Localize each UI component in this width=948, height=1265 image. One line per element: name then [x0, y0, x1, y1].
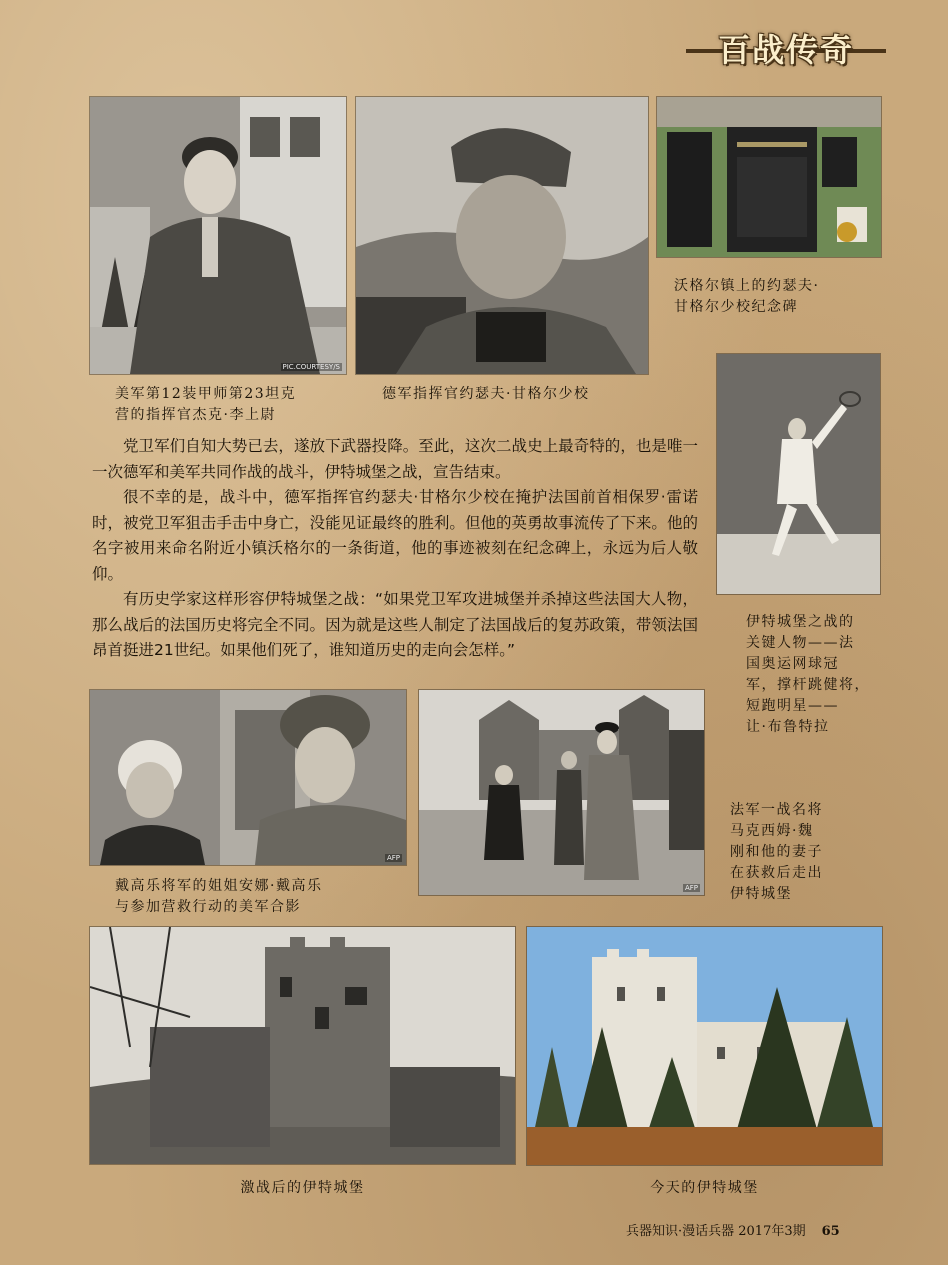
photo-credit: PIC.COURTESY/S [282, 363, 340, 371]
photo-borotra-image [717, 354, 880, 594]
caption-castle-after-battle [90, 1178, 515, 1199]
photo-josef-gangl-image [356, 97, 648, 374]
photo-castle-after-battle-image [90, 927, 515, 1164]
caption-jack-lee [115, 384, 365, 426]
photo-weygand [419, 690, 704, 895]
caption-line: 今天的伊特城堡 [650, 1180, 759, 1196]
caption-castle-today [527, 1178, 882, 1199]
publication-name: 兵器知识·漫话兵器 2017年3期 [626, 1224, 806, 1239]
caption-line: 法军一战名将 [730, 802, 823, 818]
photo-jack-lee [90, 97, 346, 374]
caption-line: 马克西姆·魏 [730, 823, 814, 839]
caption-line: 国奥运网球冠 [746, 656, 839, 672]
article-paragraph: 很不幸的是，战斗中，德军指挥官约瑟夫·甘格尔少校在掩护法国前首相保罗·雷诺时，被党卫军狙击手击中身亡，没能见证最终的胜利。但他的英勇故事流传了下来。他的名字被用来命名附近小镇沃格尔的一条街道，他的事迹被刻在纪念碑上，永远为后人敬仰。 [92, 488, 698, 583]
photo-cailliau [90, 690, 406, 865]
photo-castle-today-image [527, 927, 882, 1165]
caption-line: 刚和他的妻子 [730, 844, 823, 860]
section-logo-text: 百战传奇 [717, 31, 854, 69]
caption-borotra [746, 612, 886, 738]
page-footer [626, 1222, 888, 1242]
caption-line: 沃格尔镇上的约瑟夫· [674, 278, 820, 294]
photo-weygand-image [419, 690, 704, 895]
caption-line: 在获救后走出 [730, 865, 823, 881]
photo-jack-lee-image [90, 97, 346, 374]
caption-line: 伊特城堡 [730, 886, 792, 902]
caption-line: 美军第12装甲师第23坦克 [115, 386, 297, 402]
caption-line: 伊特城堡之战的 [746, 614, 855, 630]
photo-memorial [657, 97, 881, 257]
article-body [92, 434, 698, 664]
caption-line: 关键人物——法 [746, 635, 855, 651]
caption-line: 德军指挥官约瑟夫·甘格尔少校 [382, 386, 590, 402]
caption-josef-gangl [382, 384, 652, 405]
caption-memorial [674, 276, 894, 318]
photo-credit: AFP [386, 854, 400, 862]
article-paragraph: 党卫军们自知大势已去，遂放下武器投降。至此，这次二战史上最奇特的，也是唯一一次德军和美军共同作战的战斗，伊特城堡之战，宣告结束。 [92, 437, 698, 481]
photo-credit: AFP [684, 884, 698, 892]
caption-line: 与参加营救行动的美军合影 [115, 899, 301, 915]
article-paragraph: 有历史学家这样形容伊特城堡之战：“如果党卫军攻进城堡并杀掉这些法国大人物，那么战后的法国历史将完全不同。因为就是这些人制定了法国战后的复苏政策，带领法国昂首挺进21世纪。如果他们死了，谁知道历史的走向会怎样。” [92, 590, 698, 659]
caption-weygand [730, 800, 870, 905]
caption-cailliau [115, 876, 415, 918]
caption-line: 激战后的伊特城堡 [240, 1180, 365, 1196]
photo-cailliau-image [90, 690, 406, 865]
caption-line: 让·布鲁特拉 [746, 719, 830, 735]
caption-line: 短跑明星—— [746, 698, 839, 714]
caption-line: 甘格尔少校纪念碑 [674, 299, 798, 315]
photo-castle-today [527, 927, 882, 1165]
page-number: 65 [821, 1224, 840, 1239]
photo-memorial-image [657, 97, 881, 257]
caption-line: 营的指挥官杰克·李上尉 [115, 407, 276, 423]
section-logo [686, 28, 886, 72]
photo-borotra [717, 354, 880, 594]
caption-line: 军，撑杆跳健将， [746, 677, 870, 693]
photo-josef-gangl [356, 97, 648, 374]
photo-castle-after-battle [90, 927, 515, 1164]
caption-line: 戴高乐将军的姐姐安娜·戴高乐 [115, 878, 323, 894]
